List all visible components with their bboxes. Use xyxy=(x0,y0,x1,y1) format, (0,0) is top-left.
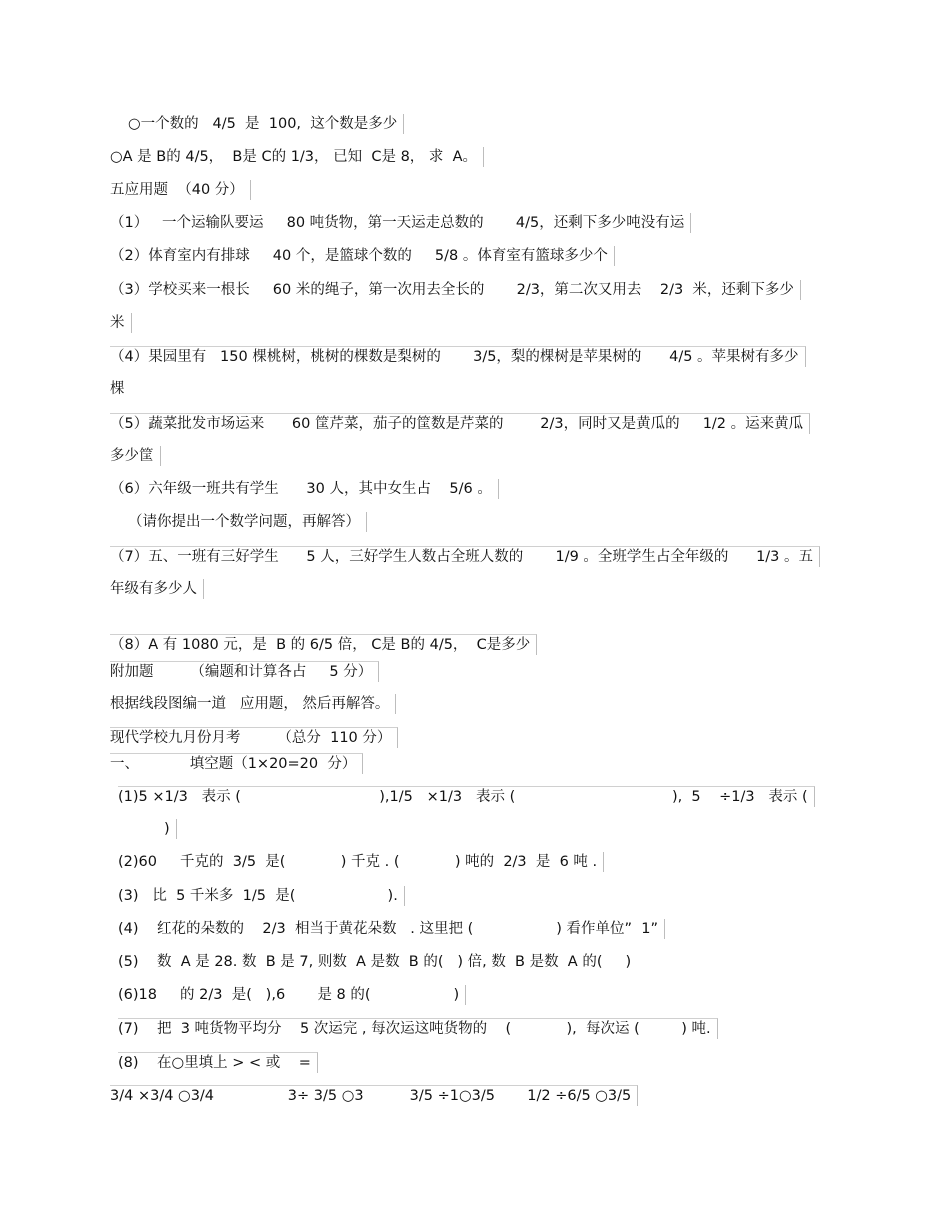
fill-blank-7: (7) 把 3 吨货物平均分 5 次运完 , 每次运这吨货物的 ( ), 每次运 ( ) 吨. xyxy=(118,1018,718,1039)
question-6-prompt: （请你提出一个数学问题，再解答） xyxy=(128,512,367,532)
fill-blank-8: (8) 在○里填上 > < 或 = xyxy=(118,1052,318,1073)
text-line-1: ○一个数的 4/5 是 100, 这个数是多少 xyxy=(128,114,404,134)
fill-blank-3: (3) 比 5 千米多 1/5 是( ). xyxy=(118,886,405,906)
question-4-cont: 棵 xyxy=(110,381,125,397)
fill-blank-5: (5) 数 A 是 28. 数 B 是 7, 则数 A 是数 B 的( ) 倍, 数 B 是数 A 的( ) xyxy=(118,954,632,970)
question-2: （2）体育室内有排球 40 个，是篮球个数的 5/8 。体育室有篮球多少个 xyxy=(110,246,615,266)
question-1: （1） 一个运输队要运 80 吨货物，第一天运走总数的 4/5，还剩下多少吨没有运 xyxy=(110,213,691,233)
comparison-row: 3/4 ×3/4 ○3/4 3÷ 3/5 ○3 3/5 ÷1○3/5 1/2 ÷6/5 ○3/5 xyxy=(110,1085,638,1106)
question-3: （3）学校买来一根长 60 米的绳子，第一次用去全长的 2/3，第二次又用去 2/3 米，还剩下多少 xyxy=(110,280,801,300)
bonus-heading: 附加题 （编题和计算各占 5 分） xyxy=(110,661,379,682)
fill-blank-4: (4) 红花的朵数的 2/3 相当于黄花朵数 . 这里把 ( ) 看作单位” 1” xyxy=(118,919,665,939)
question-5-cont: 多少筐 xyxy=(110,446,161,466)
question-4: （4）果园里有 150 棵桃树，桃树的棵数是梨树的 3/5，梨的棵树是苹果树的 4/5 。苹果树有多少 xyxy=(110,346,806,367)
fill-blank-6: (6)18 的 2/3 是( ),6 是 8 的( ) xyxy=(118,985,466,1005)
text-line-2: ○A 是 B的 4/5， B是 C的 1/3， 已知 C是 8， 求 A。 xyxy=(110,147,484,167)
question-7-cont: 年级有多少人 xyxy=(110,579,204,599)
bonus-instruction: 根据线段图编一道 应用题， 然后再解答。 xyxy=(110,694,396,714)
exam-title: 现代学校九月份月考 （总分 110 分） xyxy=(110,727,398,748)
section-heading-fill-blank: 一、 填空题（1×20=20 分） xyxy=(110,753,363,774)
question-5: （5）蔬菜批发市场运来 60 筐芹菜，茄子的筐数是芹菜的 2/3，同时又是黄瓜的 1/2 。运来黄瓜 xyxy=(110,413,810,434)
fill-blank-2: (2)60 千克的 3/5 是( ) 千克 . ( ) 吨的 2/3 是 6 吨 . xyxy=(118,852,604,872)
fill-blank-1: (1)5 ×1/3 表示 ( ),1/5 ×1/3 表示 ( ), 5 ÷1/3 表示 ( xyxy=(118,786,815,807)
question-7: （7）五、一班有三好学生 5 人，三好学生人数占全班人数的 1/9 。全班学生占全年级的 1/3 。五 xyxy=(110,546,820,567)
fill-blank-1-cont: ) xyxy=(164,819,177,839)
question-3-cont: 米 xyxy=(110,313,132,333)
question-8: （8）A 有 1080 元，是 B 的 6/5 倍， C是 B的 4/5， C是多少 xyxy=(110,634,537,655)
question-6: （6）六年级一班共有学生 30 人，其中女生占 5/6 。 xyxy=(110,479,499,499)
section-heading-application: 五应用题 （40 分） xyxy=(110,180,251,200)
